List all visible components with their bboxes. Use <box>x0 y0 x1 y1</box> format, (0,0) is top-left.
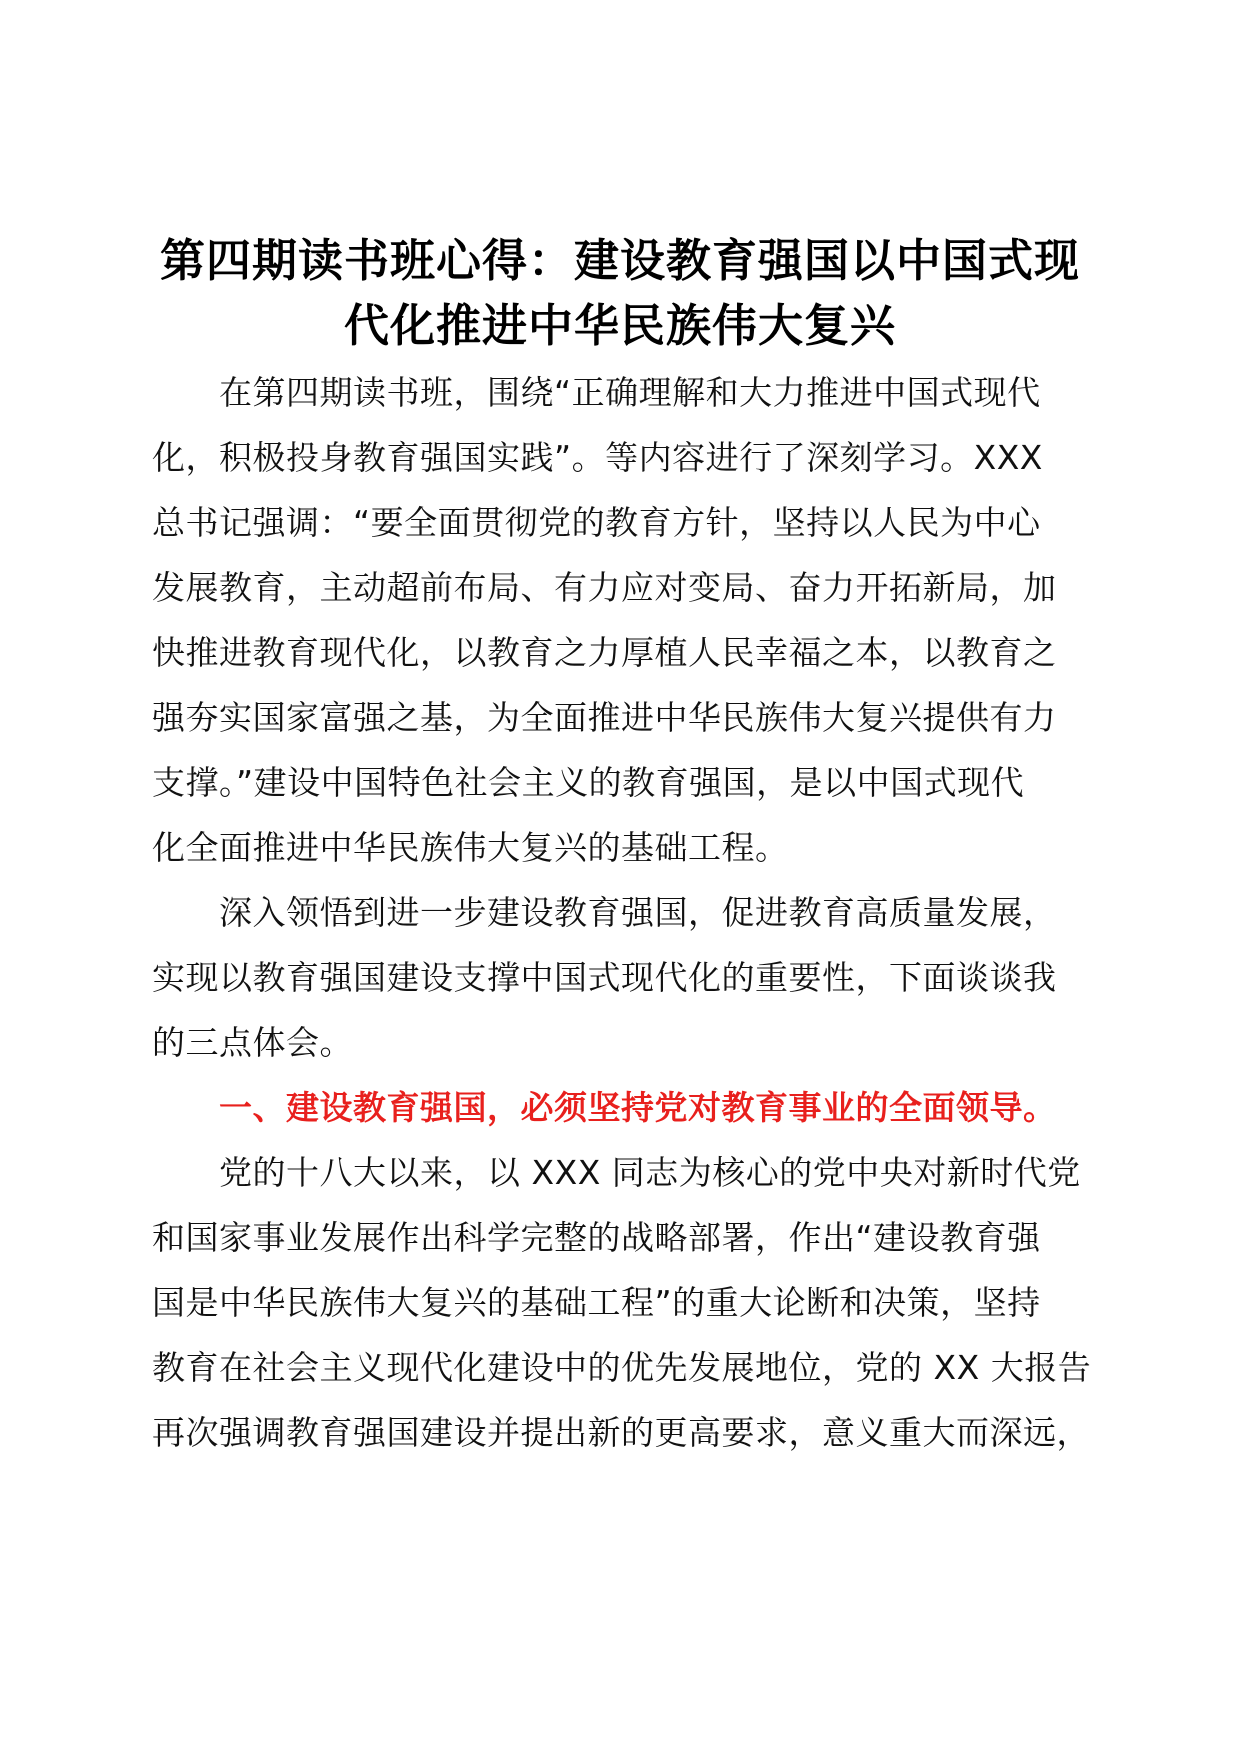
paragraph-line: 化全面推进中华民族伟大复兴的基础工程。 <box>152 828 789 867</box>
paragraph-line: 党的十八大以来，以 XXX 同志为核心的党中央对新时代党 <box>219 1153 1081 1192</box>
document-title <box>150 228 1090 358</box>
paragraph-line: 和国家事业发展作出科学完整的战略部署，作出“建设教育强 <box>152 1218 1041 1257</box>
paragraph-line: 再次强调教育强国建设并提出新的更高要求，意义重大而深远， <box>152 1413 1090 1452</box>
title-line-1: 第四期读书班心得：建设教育强国以中国式现 <box>159 234 1080 287</box>
paragraph-line: 总书记强调：“要全面贯彻党的教育方针，坚持以人民为中心 <box>152 503 1041 542</box>
paragraph-line: 支撑。”建设中国特色社会主义的教育强国，是以中国式现代 <box>152 763 1025 802</box>
section-heading-1 <box>152 1075 1092 1140</box>
paragraph-line: 在第四期读书班，围绕“正确理解和大力推进中国式现代 <box>219 373 1041 412</box>
paragraph-line: 的三点体会。 <box>152 1023 353 1062</box>
title-line-2: 代化推进中华民族伟大复兴 <box>343 299 896 352</box>
paragraph-line: 实现以教育强国建设支撑中国式现代化的重要性，下面谈谈我 <box>152 958 1057 997</box>
paragraph-line: 发展教育，主动超前布局、有力应对变局、奋力开拓新局，加 <box>152 568 1057 607</box>
section-heading-text: 一、建设教育强国，必须坚持党对教育事业的全面领导。 <box>219 1088 1057 1127</box>
paragraph-line: 化，积极投身教育强国实践”。等内容进行了深刻学习。XXX <box>152 438 1043 477</box>
paragraph-insights <box>152 880 1092 1075</box>
paragraph-section1 <box>152 1140 1092 1465</box>
paragraph-line: 国是中华民族伟大复兴的基础工程”的重大论断和决策，坚持 <box>152 1283 1041 1322</box>
paragraph-line: 教育在社会主义现代化建设中的优先发展地位，党的 XX 大报告 <box>152 1348 1092 1387</box>
paragraph-line: 深入领悟到进一步建设教育强国，促进教育高质量发展， <box>219 893 1057 932</box>
paragraph-intro <box>152 360 1092 880</box>
paragraph-line: 强夯实国家富强之基，为全面推进中华民族伟大复兴提供有力 <box>152 698 1057 737</box>
paragraph-line: 快推进教育现代化，以教育之力厚植人民幸福之本，以教育之 <box>152 633 1057 672</box>
